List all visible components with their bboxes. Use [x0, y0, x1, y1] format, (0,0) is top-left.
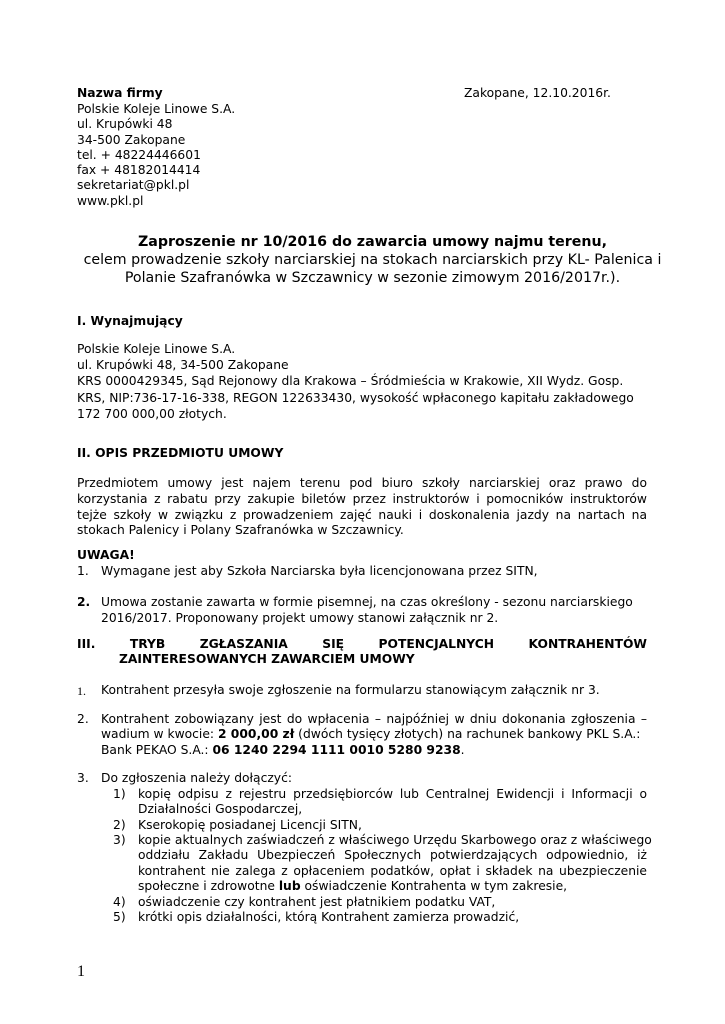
sub-item-text — [138, 879, 567, 893]
bank-account-number: 06 1240 2294 1111 0010 5280 9238 — [212, 743, 461, 757]
text-run: oświadczenie Kontrahenta w tym zakresie, — [300, 879, 568, 893]
sub-item-number: 2) — [113, 818, 126, 832]
text-run: społeczne i zdrowotne — [138, 879, 279, 893]
company-line: tel. + 48224446601 — [77, 147, 201, 162]
section-1-line: KRS, NIP:736-17-16-338, REGON 122633430, wysokość wpłaconego kapitału zakładowego — [77, 390, 634, 405]
company-line: 34-500 Zakopane — [77, 132, 186, 147]
company-line: Polskie Koleje Linowe S.A. — [77, 102, 236, 116]
text-run: . — [460, 743, 465, 757]
section-1-line: KRS 0000429345, Sąd Rejonowy dla Krakowa – Śródmieścia w Krakowie, XII Wydz. Gosp. — [77, 374, 624, 389]
company-name-label: Nazwa firmy — [77, 86, 163, 100]
sub-item-text: Działalności Gospodarczej, — [138, 802, 303, 816]
section-1-line: Polskie Koleje Linowe S.A. — [77, 342, 236, 356]
document-subtitle-line: celem prowadzenie szkoły narciarskiej na stokach narciarskich przy KL- Palenica i — [83, 252, 662, 268]
company-line: sekretariat@pkl.pl — [77, 178, 190, 193]
section-3-heading-word: KONTRAHENTÓW — [528, 637, 647, 651]
section-3-heading-word: POTENCJALNYCH — [378, 637, 495, 651]
company-line: fax + 48182014414 — [77, 163, 201, 178]
section-1-heading: I. Wynajmujący — [77, 314, 183, 328]
company-line: www.pkl.pl — [77, 193, 144, 208]
section-2-heading: II. OPIS PRZEDMIOTU UMOWY — [77, 446, 284, 460]
sub-item-text: krótki opis działalności, którą Kontrahent zamierza prowadzić, — [138, 910, 520, 924]
section-2-para-line: korzystania z rabatu przy zakupie biletów przez instruktorów i pomocników instruktorów — [77, 492, 647, 506]
sub-item-text: kopie aktualnych zaświadczeń z właściwego Urzędu Skarbowego oraz z właściwego — [138, 833, 652, 847]
section-1-line: 172 700 000,00 złotych. — [77, 406, 227, 421]
uwaga-item-text: Umowa zostanie zawarta w formie pisemnej, na czas określony - sezonu narciarskiego — [101, 595, 633, 609]
sub-item-text: oświadczenie czy kontrahent jest płatnikiem podatku VAT, — [138, 895, 496, 909]
sub-item-number: 3) — [113, 833, 126, 847]
uwaga-item-text: Wymagane jest aby Szkoła Narciarska była licencjonowana przez SITN, — [101, 564, 538, 578]
page-number: 1 — [77, 963, 85, 980]
section-2-para-line: Przedmiotem umowy jest najem terenu pod biuro szkoły narciarskiej oraz prawo do — [77, 476, 647, 490]
text-run: wadium w kwocie: — [101, 727, 218, 741]
wadium-amount: 2 000,00 zł — [217, 727, 295, 741]
sub-item-number: 1) — [113, 787, 126, 801]
section-3-heading-word: ZGŁASZANIA — [199, 637, 288, 651]
section-3-item-number: 1. — [77, 684, 86, 698]
section-3-item-text: Kontrahent przesyła swoje zgłoszenie na formularzu stanowiącym załącznik nr 3. — [101, 683, 600, 697]
place-date: Zakopane, 12.10.2016r. — [464, 86, 611, 100]
sub-item-text: kopię odpisu z rejestru przedsiębiorców lub Centralnej Ewidencji i Informacji o — [138, 787, 647, 801]
text-run: (dwóch tysięcy złotych) na rachunek bankowy PKL S.A.: — [294, 727, 641, 741]
sub-item-number: 5) — [113, 910, 126, 924]
section-3-item-text — [101, 743, 465, 757]
section-3-heading-line2: ZAINTERESOWANYCH ZAWARCIEM UMOWY — [119, 652, 415, 666]
section-3-heading-word: III. — [77, 637, 96, 651]
section-3-item-text — [101, 727, 640, 741]
section-3-heading-word: SIĘ — [322, 637, 345, 651]
document-subtitle-line: Polanie Szafranówka w Szczawnicy w sezonie zimowym 2016/2017r.). — [124, 270, 621, 286]
text-run-bold: lub — [278, 879, 301, 893]
section-2-para-line: stokach Palenicy i Polany Szafranówka w Szczawnicy. — [77, 523, 404, 537]
uwaga-label: UWAGA! — [77, 548, 135, 562]
sub-item-number: 4) — [113, 895, 126, 909]
section-1-line: ul. Krupówki 48, 34-500 Zakopane — [77, 358, 289, 373]
uwaga-item-number: 1. — [77, 564, 89, 578]
section-3-item-number: 3. — [77, 771, 89, 785]
section-3-heading — [77, 637, 647, 666]
section-1-body — [77, 341, 634, 422]
section-3-item-text: Do zgłoszenia należy dołączyć: — [101, 771, 292, 785]
uwaga-item-text: 2016/2017. Proponowany projekt umowy stanowi załącznik nr 2. — [101, 611, 499, 625]
document-title: Zaproszenie nr 10/2016 do zawarcia umowy najmu terenu, — [137, 234, 608, 250]
sub-item-text: oddziału Zakładu Ubezpieczeń Społecznych potwierdzających odpowiednio, iż — [138, 848, 647, 862]
sub-item-text: kontrahent nie zalega z opłaceniem podatków, opłat i składek na ubezpieczenie — [138, 864, 647, 878]
sub-item-text: Kserokopię posiadanej Licencji SITN, — [138, 818, 362, 832]
section-2-para-line: tejże szkoły w związku z prowadzeniem zajęć nauki i doskonalenia jazdy na nartach na — [77, 508, 647, 522]
section-3-heading-word: TRYB — [129, 637, 166, 651]
section-3-item-text: Kontrahent zobowiązany jest do wpłacenia – najpóźniej w dniu dokonania zgłoszenia – — [101, 712, 647, 726]
text-run: Bank PEKAO S.A.: — [101, 743, 213, 757]
uwaga-item-number: 2. — [77, 595, 91, 609]
company-address-block — [77, 102, 235, 209]
section-3-item-number: 2. — [77, 712, 89, 726]
company-line: ul. Krupówki 48 — [77, 117, 173, 132]
